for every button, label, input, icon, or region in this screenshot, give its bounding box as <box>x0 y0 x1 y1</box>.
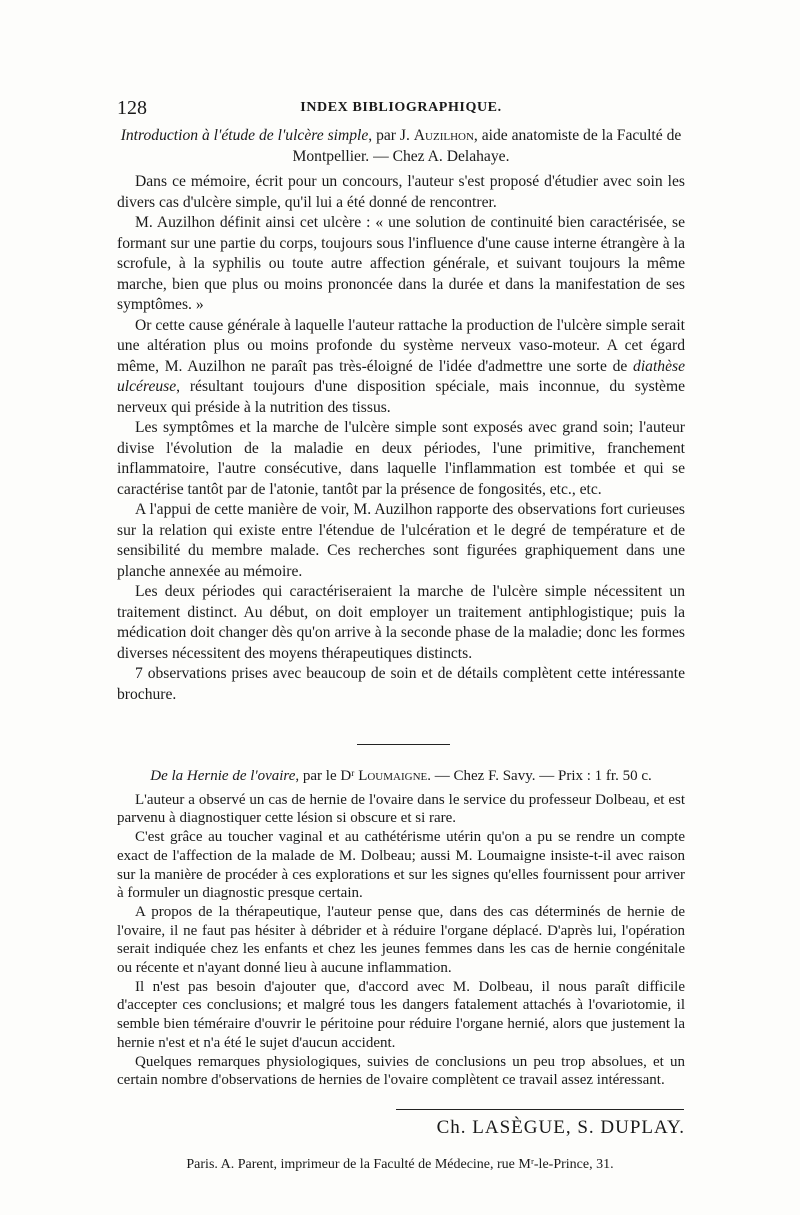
reference-heading: Introduction à l'étude de l'ulcère simple, par J. Auzilhon, aide anatomiste de la Faculté de Montpellier. — Chez A. Delahaye. <box>120 127 682 165</box>
author-name: Loumaigne <box>358 768 428 784</box>
signature: Ch. LASÈGUE, S. DUPLAY. <box>436 1117 685 1138</box>
author-name: Auzilhon <box>413 127 474 144</box>
paragraph: L'auteur a observé un cas de hernie de l'ovaire dans le service du professeur Dolbeau, et est parvenu à diagnostiquer cette lésion si obscure et si rare. <box>117 791 685 827</box>
work-title: Introduction à l'étude de l'ulcère simple <box>120 127 369 144</box>
paragraph: Les deux périodes qui caractériseraient la marche de l'ulcère simple nécessitent un traitement distinct. Au début, on doit employer un traitement antiphlogistique; puis la médication doit changer dès qu'on arrive à la seconde phase de la maladie; donc les formes diverses nécessitent des moyens thérapeutiques distincts. <box>117 583 685 662</box>
running-title: INDEX BIBLIOGRAPHIQUE. <box>300 100 502 115</box>
printer-imprint: Paris. A. Parent, imprimeur de la Faculté de Médecine, rue Mʳ-le-Prince, 31. <box>186 1157 614 1172</box>
review-ulcere-simple <box>117 126 685 705</box>
page-number: 128 <box>117 97 147 119</box>
signature-rule <box>396 1109 684 1110</box>
paragraph: A l'appui de cette manière de voir, M. Auzilhon rapporte des observations fort curieuses sur la relation qui existe entre l'étendue de l'ulcération et le degré de température et de sensibilité du membre malade. Ces recherches sont figurées graphiquement dans une planche annexée au mémoire. <box>117 501 685 580</box>
paragraph: C'est grâce au toucher vaginal et au cathétérisme utérin qu'on a pu se rendre un compte exact de l'affection de la malade de M. Dolbeau; aussi M. Loumaigne insiste-t-il avec raison sur la manière de procéder à ces explorations et sur les signes qu'elles fournissent pour arriver à formuler un diagnostic presque certain. <box>117 829 685 902</box>
reference-heading: De la Hernie de l'ovaire, par le Dʳ Loumaigne. — Chez F. Savy. — Prix : 1 fr. 50 c. <box>150 768 652 784</box>
paragraph: M. Auzilhon définit ainsi cet ulcère : « une solution de continuité bien caractérisée, se formant sur une partie du corps, toujours sous l'influence d'une cause interne étrangère à la scrofule, à la syphilis ou toute autre affection générale, et suivant toujours la même marche, bien que plus ou moins prononcée dans la durée et dans la manifestation de ses symptômes. » <box>117 214 685 313</box>
review-hernie-ovaire <box>117 767 685 1090</box>
paragraph: Quelques remarques physiologiques, suivies de conclusions un peu trop absolues, et un certain nombre d'observations de hernies de l'ovaire complètent ce travail assez intéressant. <box>117 1053 685 1089</box>
paragraph: Dans ce mémoire, écrit pour un concours, l'auteur s'est proposé d'étudier avec soin les divers cas d'ulcère simple, qu'il lui a été donné de rencontrer. <box>117 173 685 211</box>
paragraph: A propos de la thérapeutique, l'auteur pense que, dans des cas déterminés de hernie de l'ovaire, il ne faut pas hésiter à débrider et à réduire l'organe déplacé. D'après lui, l'opération serait indiquée chez les enfants et chez les jeunes femmes dans les cas de hernie congénitale ou récente et n'ayant donné lieu à aucune inflammation. <box>117 903 685 977</box>
work-title: De la Hernie de l'ovaire <box>150 768 296 784</box>
paragraph: 7 observations prises avec beaucoup de soin et de détails complètent cette intéressante brochure. <box>117 665 685 703</box>
section-divider <box>357 744 450 745</box>
paragraph: Les symptômes et la marche de l'ulcère simple sont exposés avec grand soin; l'auteur divise l'évolution de la maladie en deux périodes, l'une primitive, franchement inflammatoire, l'autre consécutive, dans laquelle l'inflammation est tombée et qui se caractérise tantôt par de l'atonie, tantôt par la présence de fongosités, etc., etc. <box>117 419 685 498</box>
paragraph: Or cette cause générale à laquelle l'auteur rattache la production de l'ulcère simple serait une altération plus ou moins profonde du système nerveux vaso-moteur. A cet égard même, M. Auzilhon ne paraît pas très-éloigné de l'idée d'admettre une sorte de diathèse ulcéreuse, résultant toujours d'une disposition spéciale, mais inconnue, du système nerveux qui préside à la nutrition des tissus. <box>117 316 685 416</box>
running-header <box>117 97 685 119</box>
paragraph: Il n'est pas besoin d'ajouter que, d'accord avec M. Dolbeau, il nous paraît difficile d'accepter ces conclusions; et malgré tous les dangers fatalement attachés à l'ovariotomie, il semble bien téméraire d'ouvrir le péritoine pour réduire l'organe hernié, alors que justement la hernie n'est et n'a été le sujet d'aucun accident. <box>117 978 685 1051</box>
